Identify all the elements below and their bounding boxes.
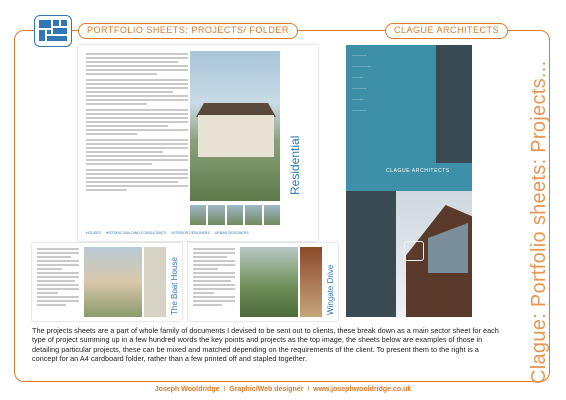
tag: URBAN DESIGNERS [214, 231, 249, 235]
sheet-tags [86, 231, 249, 235]
folder-menu-lines: ———— ————— ——— ———— ——— ———— [352, 53, 371, 112]
footer-separator: I [307, 386, 310, 393]
footer-separator: I [223, 386, 226, 393]
footer [0, 386, 566, 393]
project-sheet-wingate [188, 243, 338, 321]
sheet-body-text [193, 248, 235, 308]
side-title: Clague: Portfolio sheets: Projects... [528, 60, 550, 384]
description-caption: The projects sheets are a part of whole family of documents I devised to be sent out to clients, these break down as a main sector sheet for each type of project summing up in a few hundred words the key points and projects as the top image, the sheets below are examples of those in detailing particular projects, these can be mixed and matched depending on the requirements of the client. To present them to the right is a concept for an A4 cardboard folder, rather than a few printed off and stapled together. [32, 326, 499, 364]
project-sheet-boathouse [32, 243, 182, 321]
sheet-sector-label: Residential [288, 135, 302, 195]
sheet-body-text [37, 248, 79, 308]
project-photo [84, 247, 142, 317]
sheet-body-text [86, 53, 188, 193]
brand-label: CLAGUE ARCHITECTS [385, 23, 508, 39]
footer-name: Joseph Wooldridge [154, 386, 220, 393]
tag: INTERIOR DESIGNERS [171, 231, 210, 235]
project-title: Wingate Drive [326, 264, 335, 315]
project-photo [240, 247, 298, 317]
footer-url-link[interactable]: www.josephwooldridge.co.uk [313, 386, 412, 393]
page-title: PORTFOLIO SHEETS: PROJECTS/ FOLDER [78, 23, 298, 39]
project-photo-side [144, 247, 166, 317]
house-body [198, 115, 274, 157]
project-title: The Boat House [170, 257, 179, 315]
tag: HISTORIC BUILDING CONSULTANTS [105, 231, 167, 235]
portfolio-grid-icon [34, 15, 72, 47]
footer-role: Graphic/Web designer [229, 386, 304, 393]
folder-emblem-icon [404, 241, 424, 261]
project-photo-side [300, 247, 322, 317]
folder-concept [346, 45, 472, 317]
thumbnail-strip [190, 205, 280, 225]
folder-brand: CLAGUE ARCHITECTS [386, 168, 450, 174]
residential-sheet [78, 45, 318, 241]
tag: HOUSES [86, 231, 101, 235]
